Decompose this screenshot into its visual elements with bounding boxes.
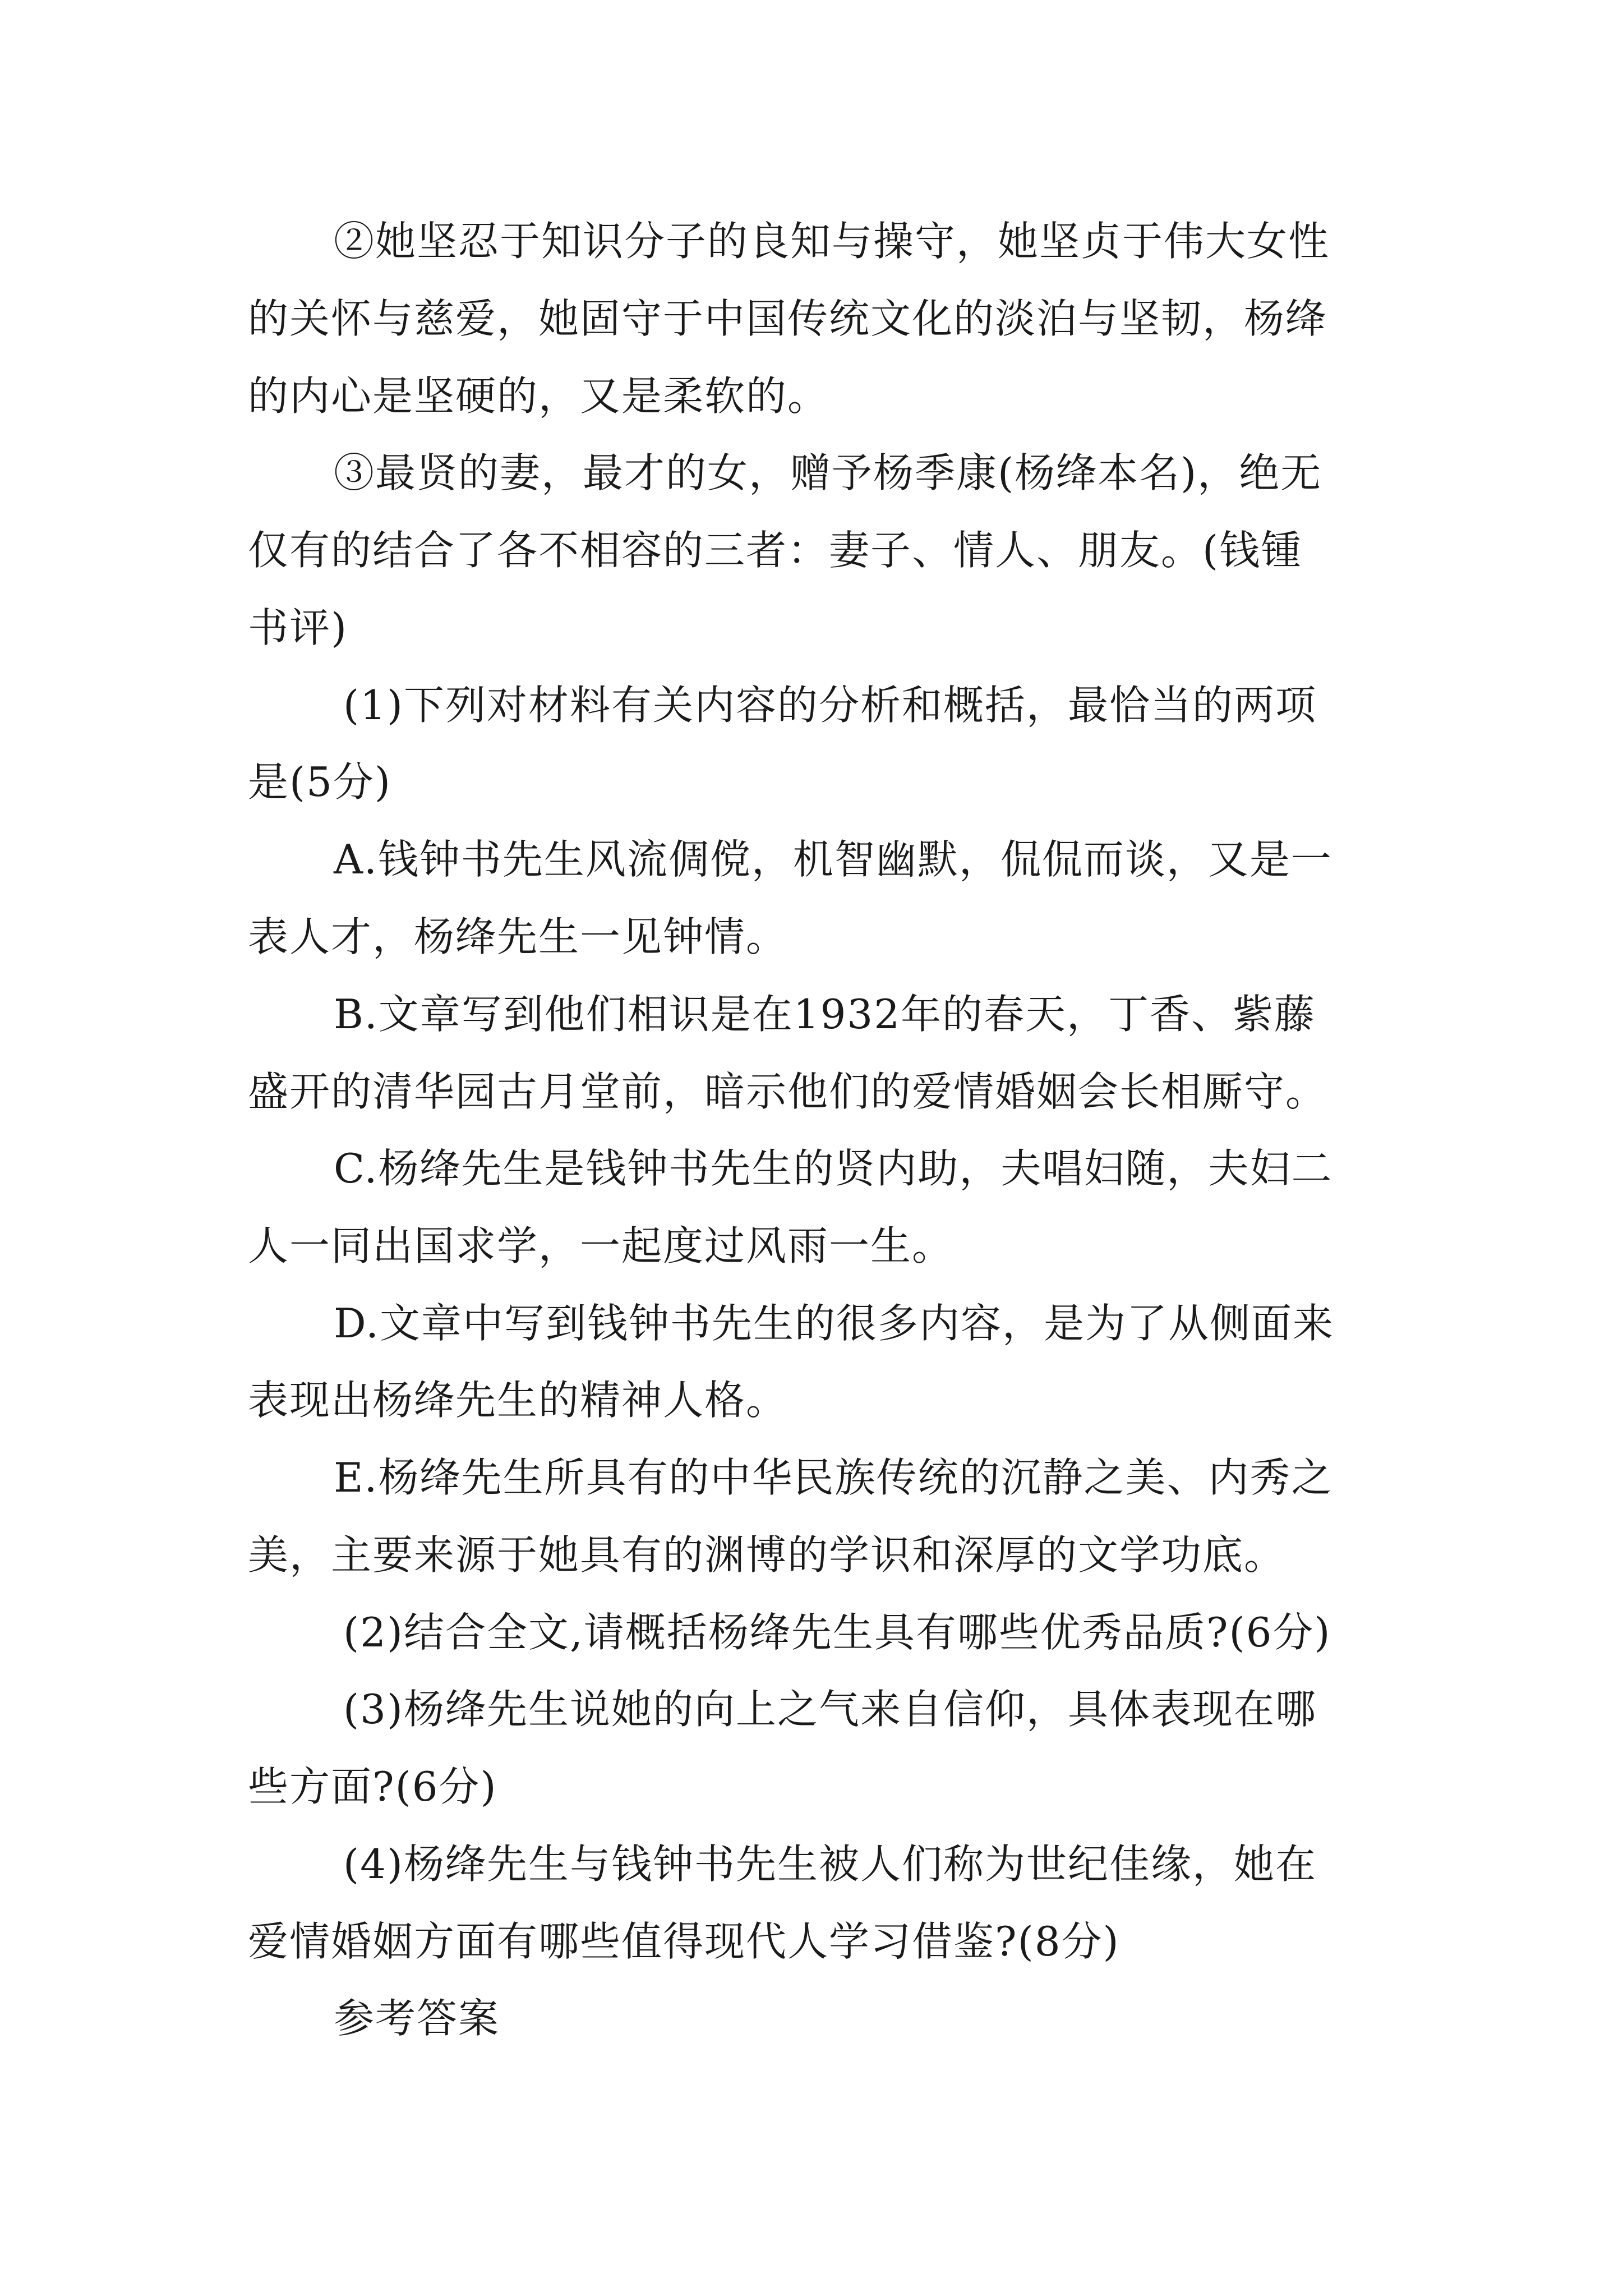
option-line: A.钱钟书先生风流倜傥，机智幽默，侃侃而谈，又是一 xyxy=(334,836,1332,883)
question-line: (3)杨绛先生说她的向上之气来自信仰，具体表现在哪 xyxy=(343,1686,1317,1733)
question-line: 些方面?(6分) xyxy=(248,1763,497,1810)
option-line: 美，主要来源于她具有的渊博的学识和深厚的文学功底。 xyxy=(248,1531,1286,1579)
option-line: 人一同出国求学，一起度过风雨一生。 xyxy=(248,1222,954,1269)
question-line: 爱情婚姻方面有哪些值得现代人学习借鉴?(8分) xyxy=(248,1918,1120,1965)
text-line: 的内心是坚硬的，又是柔软的。 xyxy=(248,372,829,420)
text-line: ③最贤的妻，最才的女，赠予杨季康(杨绛本名)，绝无 xyxy=(334,449,1322,496)
option-line: E.杨绛先生所具有的中华民族传统的沉静之美、内秀之 xyxy=(334,1454,1333,1501)
option-line: 表人才，杨绛先生一见钟情。 xyxy=(248,913,788,960)
question-line: 是(5分) xyxy=(248,758,391,806)
option-line: 表现出杨绛先生的精神人格。 xyxy=(248,1377,788,1424)
question-line: (2)结合全文,请概括杨绛先生具有哪些优秀品质?(6分) xyxy=(343,1609,1331,1656)
text-line: 仅有的结合了各不相容的三者：妻子、情人、朋友。(钱锺 xyxy=(248,527,1303,574)
text-line: 的关怀与慈爱，她固守于中国传统文化的淡泊与坚韧，杨绛 xyxy=(248,295,1327,342)
question-line: (1)下列对材料有关内容的分析和概括，最恰当的两项 xyxy=(343,682,1317,729)
answer-heading: 参考答案 xyxy=(334,1995,500,2042)
option-line: B.文章写到他们相识是在1932年的春天，丁香、紫藤 xyxy=(334,991,1316,1038)
text-line: 书评) xyxy=(248,604,348,651)
question-line: (4)杨绛先生与钱钟书先生被人们称为世纪佳缘，她在 xyxy=(343,1841,1317,1888)
text-line: ②她坚忍于知识分子的良知与操守，她坚贞于伟大女性 xyxy=(334,218,1330,265)
option-line: D.文章中写到钱钟书先生的很多内容，是为了从侧面来 xyxy=(334,1300,1335,1347)
option-line: 盛开的清华园古月堂前，暗示他们的爱情婚姻会长相厮守。 xyxy=(248,1068,1327,1115)
option-line: C.杨绛先生是钱钟书先生的贤内助，夫唱妇随，夫妇二 xyxy=(334,1145,1333,1192)
